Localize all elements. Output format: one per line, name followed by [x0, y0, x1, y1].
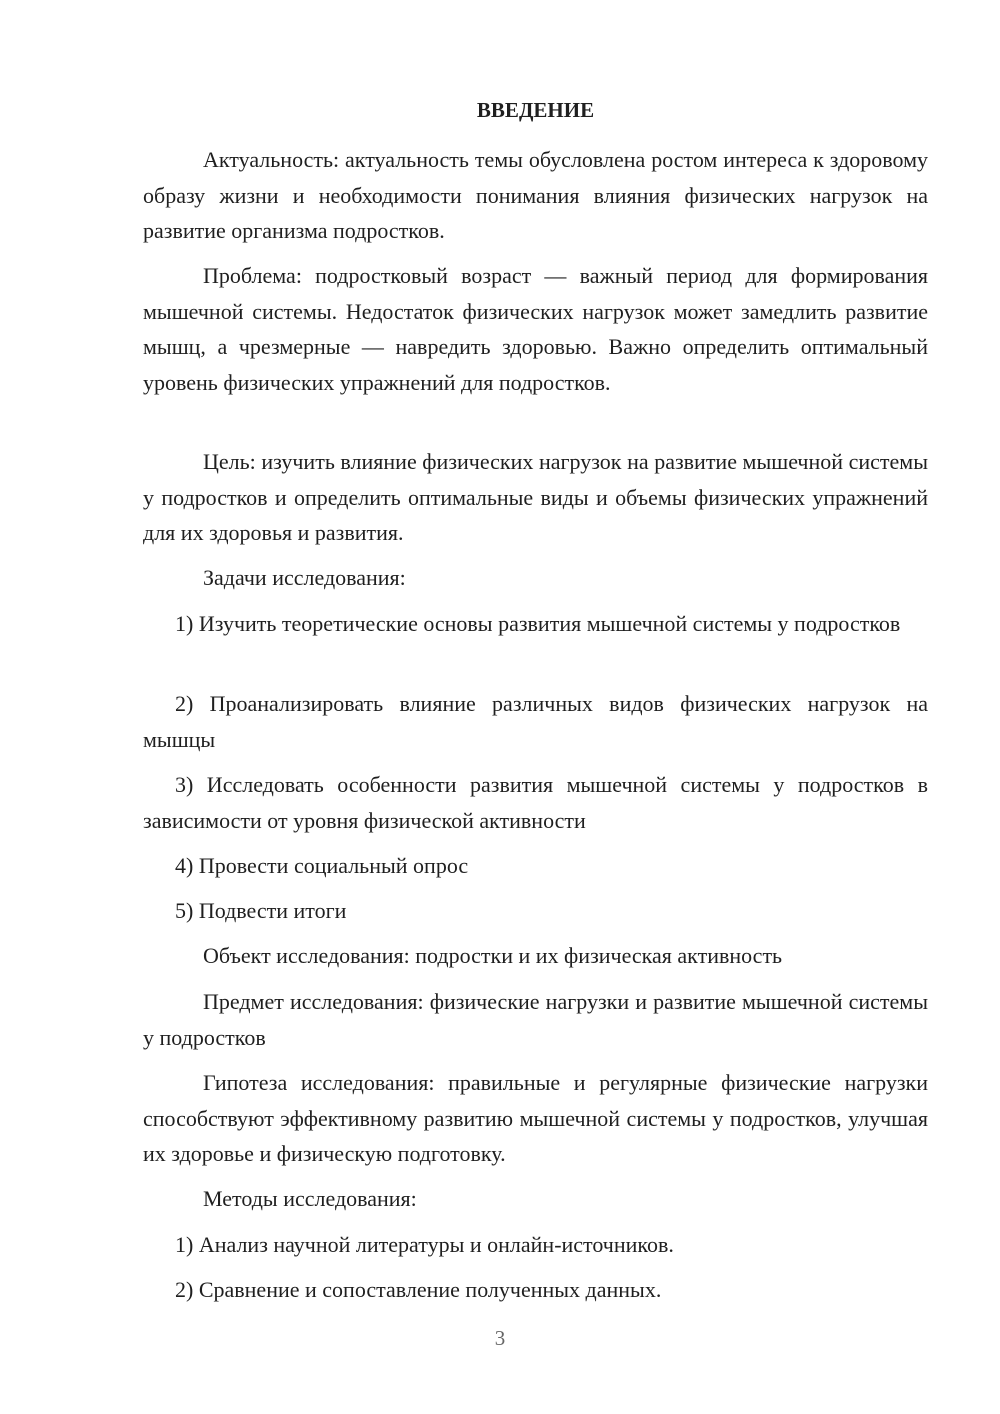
method-item: 2) Сравнение и сопоставление полученных данных.	[175, 1277, 662, 1302]
tasks-heading: Задачи исследования:	[203, 565, 406, 590]
page-number: 3	[494, 1326, 506, 1350]
task-item: 1) Изучить теоретические основы развития мышечной системы у подростков	[175, 611, 901, 636]
subject-paragraph: Предмет исследования: физические нагрузки и развитие мышечной системы у подростков	[143, 989, 928, 1050]
problem-paragraph: Проблема: подростковый возраст — важный период для формирования мышечной системы. Недостаток физических нагрузок может замедлить развитие мышц, а чрезмерные — навредить здоровью. Важно определить оптимальный уровень физических упражнений для подростков.	[143, 263, 928, 395]
task-item: 2) Проанализировать влияние различных видов физических нагрузок на мышцы	[143, 691, 928, 752]
hypothesis-paragraph: Гипотеза исследования: правильные и регулярные физические нагрузки способствуют эффективному развитию мышечной системы у подростков, улучшая их здоровье и физическую подготовку.	[143, 1070, 928, 1166]
methods-heading: Методы исследования:	[203, 1186, 417, 1211]
relevance-paragraph: Актуальность: актуальность темы обусловлена ростом интереса к здоровому образу жизни и необходимости понимания влияния физических нагрузок на развитие организма подростков.	[143, 147, 928, 243]
goal-paragraph: Цель: изучить влияние физических нагрузок на развитие мышечной системы у подростков и определить оптимальные виды и объемы физических упражнений для их здоровья и развития.	[143, 449, 928, 545]
object-paragraph: Объект исследования: подростки и их физическая активность	[203, 943, 783, 968]
section-title: ВВЕДЕНИЕ	[476, 98, 595, 122]
method-item: 1) Анализ научной литературы и онлайн-источников.	[175, 1232, 674, 1257]
task-item: 4) Провести социальный опрос	[175, 853, 469, 878]
task-item: 5) Подвести итоги	[175, 898, 347, 923]
task-item: 3) Исследовать особенности развития мышечной системы у подростков в зависимости от уровня физической активности	[143, 772, 928, 833]
